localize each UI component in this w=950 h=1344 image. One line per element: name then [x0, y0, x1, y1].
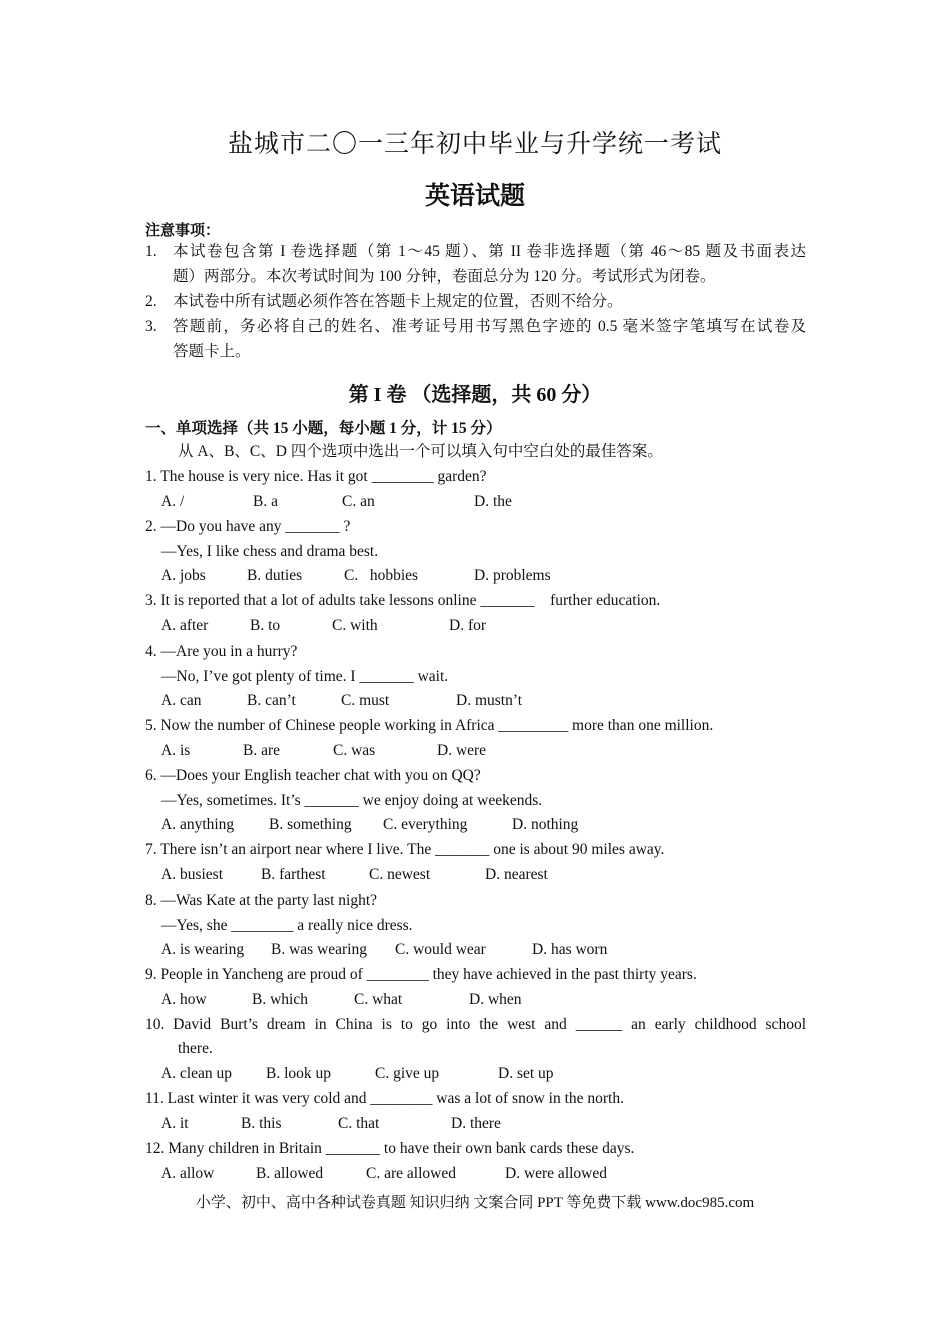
notice-item-text: 本试卷包含第 I 卷选择题（第 1～45 题）、第 II 卷非选择题（第 46～85 题及书面表达	[173, 243, 806, 260]
section-heading: 一、单项选择（共 15 小题，每小题 1 分，计 15 分）	[145, 420, 502, 437]
option-b: B. allowed	[256, 1165, 324, 1182]
option-a: A. busiest	[161, 866, 223, 883]
notice-item-number: 1.	[145, 243, 157, 260]
option-c: C. give up	[375, 1065, 440, 1082]
option-c: C. would wear	[395, 941, 486, 958]
question-stem-reply: —No, I’ve got plenty of time. I _______ wait.	[161, 668, 449, 685]
question-stem-reply: —Yes, she ________ a really nice dress.	[161, 917, 413, 934]
option-c: C. that	[338, 1115, 380, 1132]
option-d: D. problems	[474, 567, 551, 584]
option-b: B. farthest	[261, 866, 326, 883]
question-stem-reply: —Yes, I like chess and drama best.	[161, 543, 379, 560]
part-title: 第 I 卷 （选择题，共 60 分）	[348, 384, 602, 406]
question-stem: 3. It is reported that a lot of adults take lessons online _______ further education.	[145, 592, 661, 609]
option-d: D. nothing	[512, 816, 579, 833]
question-stem: 5. Now the number of Chinese people working in Africa _________ more than one million.	[145, 717, 714, 734]
option-c: C. an	[342, 493, 375, 510]
option-b: B. look up	[266, 1065, 332, 1082]
exam-title: 盐城市二〇一三年初中毕业与升学统一考试	[227, 131, 722, 158]
question-stem: 10. David Burt’s dream in China is to go into the west and ______ an early childhood school	[145, 1016, 806, 1033]
question-stem-continued: there.	[178, 1040, 213, 1057]
question-stem: 6. —Does your English teacher chat with you on QQ?	[145, 767, 481, 784]
option-b: B. duties	[247, 567, 303, 584]
option-c: C. newest	[369, 866, 431, 883]
option-d: D. nearest	[485, 866, 548, 883]
option-b: B. can’t	[247, 692, 296, 709]
option-a: A. /	[161, 493, 185, 510]
notice-item-text: 答题前，务必将自己的姓名、准考证号用书写黑色字迹的 0.5 毫米签字笔填写在试卷及	[173, 318, 806, 335]
option-d: D. were	[437, 742, 487, 759]
option-a: A. anything	[161, 816, 235, 833]
notice-item-number: 3.	[145, 318, 157, 335]
question-stem: 7. There isn’t an airport near where I live. The _______ one is about 90 miles away.	[145, 841, 665, 858]
option-c: C. everything	[383, 816, 468, 833]
option-a: A. how	[161, 991, 207, 1008]
question-stem: 8. —Was Kate at the party last night?	[145, 892, 378, 909]
option-b: B. which	[252, 991, 308, 1008]
option-a: A. clean up	[161, 1065, 233, 1082]
option-d: D. when	[469, 991, 522, 1008]
option-c: C. are allowed	[366, 1165, 456, 1182]
notice-item-number: 2.	[145, 293, 157, 310]
notice-item-text: 本试卷中所有试题必须作答在答题卡上规定的位置，否则不给分。	[173, 293, 623, 310]
option-d: D. has worn	[532, 941, 608, 958]
option-c: C. hobbies	[344, 567, 419, 584]
question-stem: 9. People in Yancheng are proud of ________ they have achieved in the past thirty years.	[145, 966, 697, 983]
option-b: B. a	[253, 493, 278, 510]
option-a: A. it	[161, 1115, 189, 1132]
option-c: C. was	[333, 742, 376, 759]
option-b: B. was wearing	[271, 941, 367, 958]
option-a: A. can	[161, 692, 202, 709]
option-a: A. allow	[161, 1165, 215, 1182]
option-c: C. must	[341, 692, 390, 709]
option-d: D. set up	[498, 1065, 554, 1082]
option-a: A. jobs	[161, 567, 206, 584]
question-stem: 1. The house is very nice. Has it got ________ garden?	[145, 468, 487, 485]
option-d: D. mustn’t	[456, 692, 523, 709]
option-b: B. something	[269, 816, 352, 833]
option-d: D. the	[474, 493, 512, 510]
question-stem: 2. —Do you have any _______ ?	[145, 518, 351, 535]
question-stem-reply: —Yes, sometimes. It’s _______ we enjoy doing at weekends.	[161, 792, 543, 809]
option-a: A. after	[161, 617, 209, 634]
option-c: C. with	[332, 617, 378, 634]
notice-heading: 注意事项：	[145, 223, 221, 239]
option-c: C. what	[354, 991, 403, 1008]
section-instruction: 从 A、B、C、D 四个选项中选出一个可以填入句中空白处的最佳答案。	[178, 443, 663, 460]
notice-item-text: 答题卡上。	[173, 343, 251, 360]
option-a: A. is	[161, 742, 191, 759]
option-d: D. were allowed	[505, 1165, 607, 1182]
notice-item-text: 题）两部分。本次考试时间为 100 分钟，卷面总分为 120 分。考试形式为闭卷。	[173, 268, 716, 285]
page-footer: 小学、初中、高中各种试卷真题 知识归纳 文案合同 PPT 等免费下载 www.doc985.com	[195, 1195, 755, 1211]
option-d: D. there	[451, 1115, 501, 1132]
option-d: D. for	[449, 617, 487, 634]
exam-subtitle: 英语试题	[424, 183, 525, 210]
option-b: B. this	[241, 1115, 282, 1132]
question-stem: 4. —Are you in a hurry?	[145, 643, 298, 660]
option-a: A. is wearing	[161, 941, 245, 958]
question-stem: 12. Many children in Britain _______ to have their own bank cards these days.	[145, 1140, 635, 1157]
option-b: B. to	[250, 617, 281, 634]
question-stem: 11. Last winter it was very cold and ________ was a lot of snow in the north.	[145, 1090, 624, 1107]
option-b: B. are	[243, 742, 281, 759]
